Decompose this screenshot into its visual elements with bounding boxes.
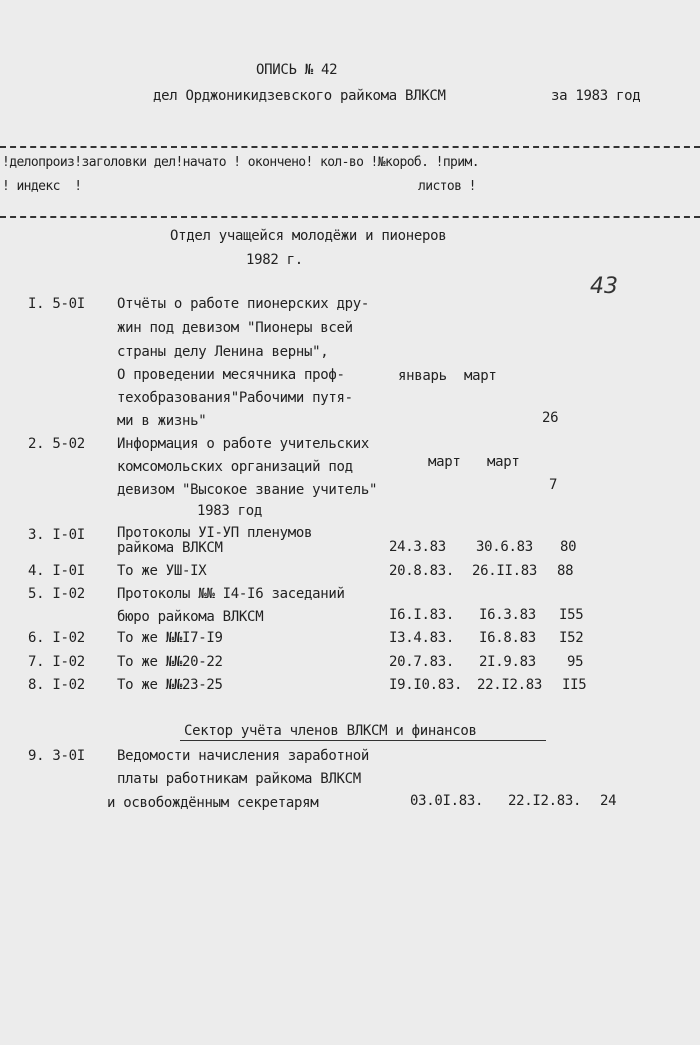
entry-title-line: ми в жизнь"	[117, 413, 207, 429]
entry-sheet-count: 95	[567, 654, 584, 670]
entry-title-line: О проведении месячника проф-	[117, 367, 345, 383]
entry-title-line: райкома ВЛКСМ	[117, 540, 223, 556]
section-year: 1983 год	[197, 503, 263, 519]
entry-title-line: Отчёты о работе пионерских дру-	[117, 296, 369, 312]
entry-start-date: 24.3.83	[389, 539, 446, 555]
divider-bottom	[0, 216, 700, 218]
entry-title-line: То же №№20-22	[117, 654, 223, 670]
column-header-row2: ! индекс !	[2, 179, 82, 194]
entry-end-date: 22.I2.83.	[508, 793, 582, 809]
entry-number: 4. I-0I	[28, 563, 85, 579]
entry-start-date: I9.I0.83.	[389, 677, 463, 693]
entry-end-date: I6.8.83	[479, 630, 536, 646]
entry-number: 6. I-02	[28, 630, 85, 646]
column-header-row2-sheets: листов !	[418, 179, 476, 194]
document-title: ОПИСЬ № 42	[256, 62, 338, 78]
entry-title-line: жин под девизом "Пионеры всей	[117, 320, 353, 336]
entry-title-line: Протоколы УI-УП пленумов	[117, 525, 313, 541]
entry-sheet-count: 7	[549, 477, 558, 493]
entry-start-date: январь	[398, 368, 447, 384]
entry-number: I. 5-0I	[28, 296, 85, 312]
entry-number: 2. 5-02	[28, 436, 85, 452]
entry-title-line: комсомольских организаций под	[117, 459, 353, 475]
entry-sheet-count: I52	[559, 630, 584, 646]
entry-start-date: 03.0I.83.	[410, 793, 484, 809]
entry-sheet-count: 80	[560, 539, 577, 555]
document-year: за 1983 год	[551, 88, 641, 104]
entry-sheet-count: II5	[562, 677, 587, 693]
entry-end-date: 22.I2.83	[477, 677, 543, 693]
entry-title-line: платы работникам райкома ВЛКСМ	[117, 771, 361, 787]
entry-title-line: Протоколы №№ I4-I6 заседаний	[117, 586, 345, 602]
entry-title-line: бюро райкома ВЛКСМ	[117, 609, 264, 625]
entry-sheet-count: I55	[559, 607, 584, 623]
divider-top	[0, 146, 700, 148]
handwritten-sheet-number: 43	[590, 274, 618, 299]
entry-start-date: I6.I.83.	[389, 607, 455, 623]
entry-start-date: март	[428, 454, 461, 470]
entry-title-line: То же УШ-IX	[117, 563, 207, 579]
entry-start-date: I3.4.83.	[389, 630, 455, 646]
entry-title-line: девизом "Высокое звание учитель"	[117, 482, 378, 498]
entry-number: 8. I-02	[28, 677, 85, 693]
entry-title-line: Информация о работе учительских	[117, 436, 369, 452]
entry-title-line: Ведомости начисления заработной	[117, 748, 369, 764]
entry-start-date: 20.7.83.	[389, 654, 455, 670]
section-title: Сектор учёта членов ВЛКСМ и финансов	[184, 723, 477, 739]
entry-title-line: техобразования"Рабочими путя-	[117, 390, 353, 406]
entry-title-line: страны делу Ленина верны",	[117, 344, 329, 360]
entry-end-date: март	[464, 368, 497, 384]
entry-end-date: I6.3.83	[479, 607, 536, 623]
entry-sheet-count: 24	[600, 793, 617, 809]
entry-number: 9. 3-0I	[28, 748, 85, 764]
entry-sheet-count: 26	[542, 410, 559, 426]
entry-end-date: 30.6.83	[476, 539, 533, 555]
section-title-underline	[180, 740, 546, 741]
entry-number: 3. I-0I	[28, 527, 85, 543]
entry-number: 5. I-02	[28, 586, 85, 602]
entry-title-line: То же №№I7-I9	[117, 630, 223, 646]
document-subtitle: дел Орджоникидзевского райкома ВЛКСМ	[153, 88, 446, 104]
entry-start-date: 20.8.83.	[389, 563, 455, 579]
entry-end-date: 26.II.83	[472, 563, 538, 579]
entry-number: 7. I-02	[28, 654, 85, 670]
entry-title-line: и освобождённым секретарям	[107, 795, 319, 811]
section-year: 1982 г.	[246, 252, 303, 268]
entry-title-line: То же №№23-25	[117, 677, 223, 693]
column-header-row1: !делопроиз!заголовки дел!начато ! окончено! кол-во !№короб. !прим.	[2, 155, 479, 170]
section-title: Отдел учащейся молодёжи и пионеров	[170, 228, 447, 244]
entry-end-date: март	[487, 454, 520, 470]
entry-end-date: 2I.9.83	[479, 654, 536, 670]
entry-sheet-count: 88	[557, 563, 574, 579]
